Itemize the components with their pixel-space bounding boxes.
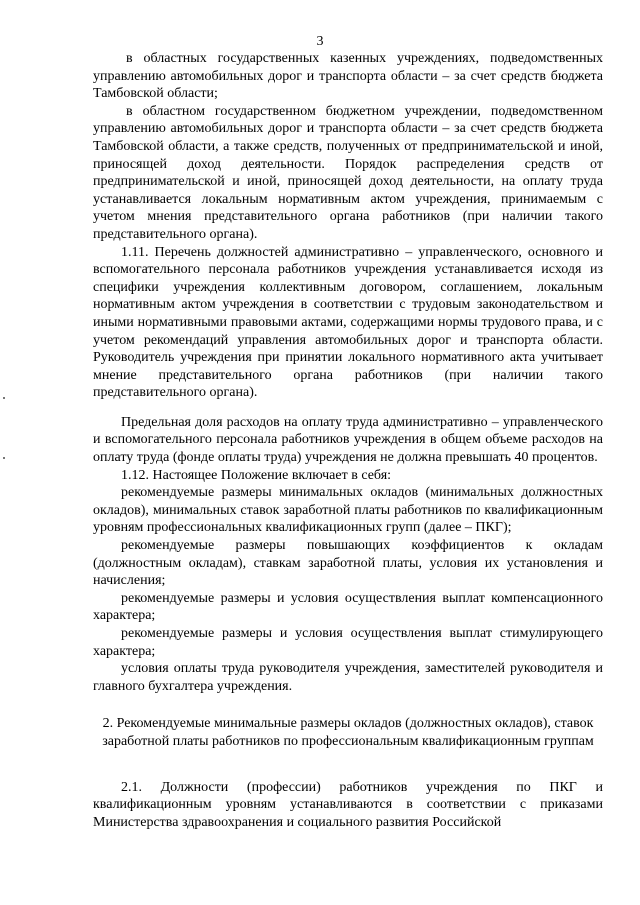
page-number: 3 [316, 34, 324, 49]
spacer [93, 695, 603, 715]
list-item: рекомендуемые размеры и условия осуществления выплат компенсационного характера; [93, 590, 603, 624]
margin-mark [3, 397, 5, 399]
margin-mark [3, 457, 5, 459]
paragraph-budget-institution: в областном государственном бюджетном учреждении, подведомственном управлению автомобильных дорог и транспорта области – за счет средств бюджета Тамбовской области, а также средств, полученных от предпринимательской и иной, приносящей доход деятельности. Порядок распределения средств от предпринимательской и иной, приносящей доход деятельности, на оплату труда устанавливается локальным нормативным актом учреждения, принимаемым с учетом мнения представительного органа работников (при наличии такого представительного органа). [93, 103, 603, 242]
list-item: рекомендуемые размеры повышающих коэффициентов к окладам (должностным окладам), ставкам заработной платы, условия их установления и начисления; [93, 538, 603, 589]
list-item: рекомендуемые размеры и условия осуществления выплат стимулирующего характера; [93, 626, 603, 659]
paragraph-regional-institutions: в областных государственных казенных учреждениях, подведомственных управлению автомобильных дорог и транспорта области – за счет средств бюджета Тамбовской области; [93, 51, 603, 102]
spacer [93, 751, 603, 779]
clause-1-11: 1.11. Перечень должностей административно – управленческого, основного и вспомогательного персонала работников учреждения устанавливается исходя из специфики учреждения коллективным договором, соглашением, локальным нормативным актом учреждения в соответствии с трудовым законодательством и иными нормативными правовыми актами, содержащими нормы трудового права, и с учетом рекомендаций управления автомобильных дорог и транспорта области. Руководитель учреждения при принятии локального нормативного акта учитывает мнение представительного органа работников (при наличии такого представительного органа). [93, 244, 603, 401]
document-body [93, 50, 603, 831]
spacer [93, 402, 603, 414]
clause-2-1: 2.1. Должности (профессии) работников учреждения по ПКГ и квалификационным уровням устанавливаются в соответствии с приказами Министерства здравоохранения и социального развития Российской [93, 779, 603, 830]
list-item: условия оплаты труда руководителя учреждения, заместителей руководителя и главного бухгалтера учреждения. [93, 661, 603, 694]
section-2-heading: 2. Рекомендуемые минимальные размеры окладов (должностных окладов), ставок заработной платы работников по профессиональным квалификационным группам [102, 716, 594, 749]
clause-expense-share: Предельная доля расходов на оплату труда административно – управленческого и вспомогательного персонала работников учреждения в общем объеме расходов на оплату труда (фонде оплаты труда) учреждения не должна превышать 40 процентов. [93, 414, 603, 466]
clause-1-12: 1.12. Настоящее Положение включает в себя: [121, 467, 392, 483]
list-item: рекомендуемые размеры минимальных окладов (минимальных должностных окладов), минимальных ставок заработной платы работников по квалификационным уровням профессиональных квалификационных групп (далее – ПКГ); [93, 485, 603, 536]
